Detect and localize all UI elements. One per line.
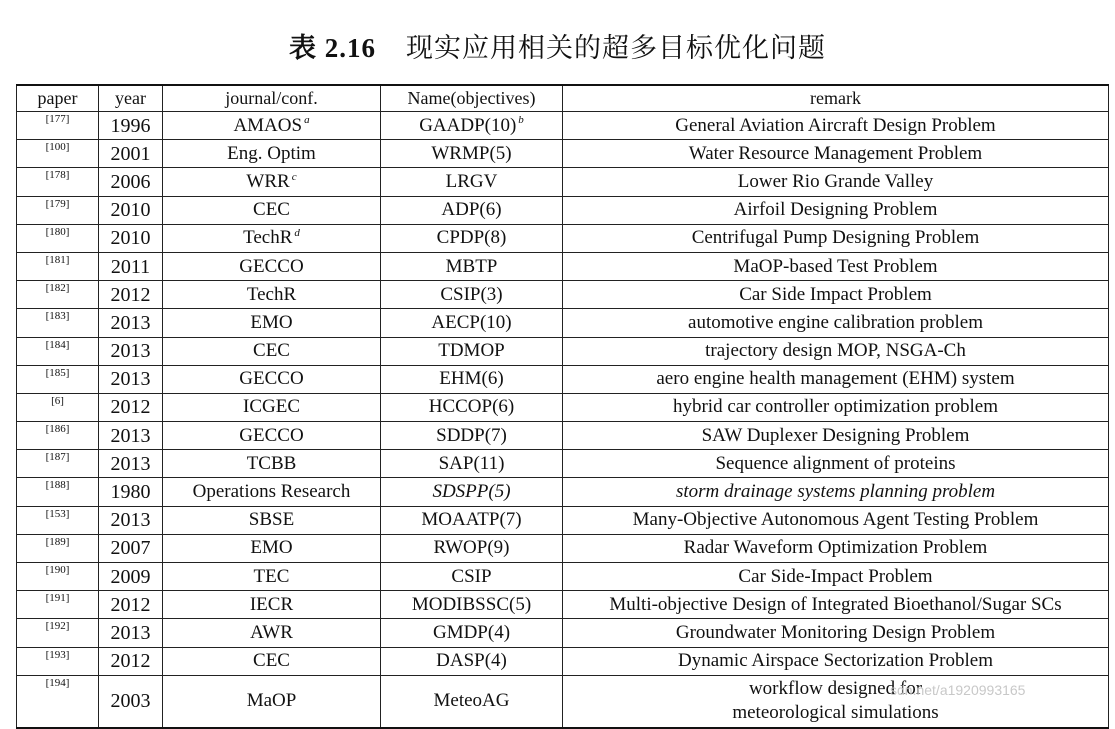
table-row	[17, 140, 1109, 168]
cell-paper-ref-text: [188]	[45, 479, 70, 492]
table-header-row	[17, 85, 1109, 112]
cell-year-text: 2012	[110, 396, 151, 419]
cell-remark-text: Car Side Impact Problem	[739, 283, 932, 305]
table-row	[17, 393, 1109, 421]
cell-remark-text: Car Side-Impact Problem	[738, 565, 933, 587]
cell-year-text: 2012	[110, 593, 151, 616]
table-row	[17, 619, 1109, 647]
objectives-table	[16, 84, 1109, 729]
cell-remark	[563, 168, 1109, 196]
cell-venue-footnote: a	[304, 114, 310, 127]
cell-remark	[563, 506, 1109, 534]
cell-year	[99, 534, 163, 562]
cell-name	[381, 140, 563, 168]
table-row	[17, 168, 1109, 196]
table-row	[17, 591, 1109, 619]
cell-year-text: 2001	[110, 142, 151, 165]
cell-name-text: GMDP(4)	[432, 621, 511, 643]
table-row	[17, 365, 1109, 393]
table-row	[17, 478, 1109, 506]
cell-name	[381, 309, 563, 337]
cell-year	[99, 619, 163, 647]
cell-paper-ref	[17, 619, 99, 647]
cell-year	[99, 309, 163, 337]
cell-name-text: SDDP(7)	[436, 424, 507, 446]
cell-name-text: EHM(6)	[439, 368, 504, 390]
cell-venue	[163, 196, 381, 224]
cell-paper-ref	[17, 309, 99, 337]
cell-name	[381, 168, 563, 196]
cell-remark-text: Water Resource Management Problem	[688, 142, 983, 164]
cell-venue-text: TechR	[243, 227, 293, 249]
cell-venue	[163, 252, 381, 280]
cell-year-text: 1980	[110, 481, 151, 504]
cell-remark	[563, 534, 1109, 562]
cell-remark-text: SAW Duplexer Designing Problem	[701, 424, 970, 446]
cell-name	[381, 619, 563, 647]
cell-remark	[563, 478, 1109, 506]
cell-venue	[163, 506, 381, 534]
cell-name	[381, 422, 563, 450]
table-row	[17, 112, 1109, 140]
cell-name	[381, 534, 563, 562]
cell-venue	[163, 647, 381, 675]
table-number: 表 2.16	[289, 33, 376, 63]
cell-remark	[563, 140, 1109, 168]
cell-name	[381, 450, 563, 478]
cell-remark	[563, 112, 1109, 140]
cell-year	[99, 365, 163, 393]
cell-venue	[163, 450, 381, 478]
cell-year	[99, 140, 163, 168]
cell-remark-text: Radar Waveform Optimization Problem	[683, 537, 988, 559]
cell-name-text: MODIBSSC(5)	[411, 593, 532, 615]
cell-year-text: 2012	[110, 283, 151, 306]
cell-paper-ref-text: [178]	[45, 169, 70, 182]
header-journal-conf: journal/conf.	[163, 85, 381, 112]
cell-paper-ref-text: [179]	[45, 197, 70, 210]
table-row	[17, 422, 1109, 450]
cell-year-text: 2013	[110, 424, 151, 447]
cell-year-text: 2010	[110, 227, 151, 250]
cell-paper-ref	[17, 591, 99, 619]
cell-paper-ref	[17, 563, 99, 591]
cell-name	[381, 281, 563, 309]
cell-paper-ref	[17, 337, 99, 365]
cell-paper-ref	[17, 252, 99, 280]
cell-year-text: 2013	[110, 621, 151, 644]
header-year: year	[99, 85, 163, 112]
cell-name-text: RWOP(9)	[433, 537, 510, 559]
cell-name-text: SDSPP(5)	[432, 481, 511, 503]
cell-year	[99, 281, 163, 309]
cell-remark	[563, 647, 1109, 675]
cell-year-text: 2013	[110, 509, 151, 532]
cell-year	[99, 196, 163, 224]
table-row	[17, 224, 1109, 252]
table-row	[17, 450, 1109, 478]
cell-name	[381, 112, 563, 140]
cell-name-text: CPDP(8)	[436, 227, 507, 249]
table-row	[17, 252, 1109, 280]
cell-venue	[163, 168, 381, 196]
cell-name	[381, 337, 563, 365]
cell-remark-text: Groundwater Monitoring Design Problem	[675, 621, 996, 643]
cell-remark-text: trajectory design MOP, NSGA-Ch	[705, 340, 966, 362]
cell-remark	[563, 337, 1109, 365]
cell-venue	[163, 281, 381, 309]
cell-venue-text: Operations Research	[192, 481, 351, 503]
cell-remark	[563, 309, 1109, 337]
cell-venue-text: CEC	[253, 340, 290, 362]
cell-paper-ref	[17, 112, 99, 140]
cell-name-text: ADP(6)	[441, 199, 502, 221]
cell-paper-ref-text: [153]	[45, 507, 70, 520]
table-row	[17, 506, 1109, 534]
cell-year-text: 2013	[110, 311, 151, 334]
cell-paper-ref-text: [177]	[45, 113, 70, 125]
cell-venue-text: EMO	[250, 537, 293, 559]
header-remark: remark	[563, 85, 1109, 112]
table-row	[17, 563, 1109, 591]
cell-venue-text: Eng. Optim	[227, 142, 316, 164]
cell-remark	[563, 365, 1109, 393]
cell-paper-ref	[17, 281, 99, 309]
cell-name-text: HCCOP(6)	[428, 396, 515, 418]
cell-venue-text: EMO	[250, 311, 293, 333]
table-row	[17, 647, 1109, 675]
cell-year	[99, 422, 163, 450]
cell-venue	[163, 309, 381, 337]
cell-venue	[163, 619, 381, 647]
cell-paper-ref-text: [190]	[45, 564, 70, 576]
cell-paper-ref	[17, 422, 99, 450]
cell-remark	[563, 675, 1109, 728]
cell-remark-text: MaOP-based Test Problem	[733, 255, 938, 277]
cell-remark-text: General Aviation Aircraft Design Problem	[675, 114, 996, 136]
cell-name-footnote: b	[518, 114, 524, 127]
cell-venue-text: WRR	[246, 170, 290, 192]
cell-venue-text: TEC	[253, 565, 290, 587]
cell-paper-ref	[17, 506, 99, 534]
cell-paper-ref	[17, 168, 99, 196]
cell-remark	[563, 224, 1109, 252]
cell-paper-ref-text: [192]	[45, 620, 70, 633]
cell-year	[99, 168, 163, 196]
cell-name	[381, 506, 563, 534]
cell-paper-ref	[17, 450, 99, 478]
cell-name-text: WRMP(5)	[431, 142, 512, 164]
cell-year-text: 2012	[110, 650, 151, 673]
cell-venue	[163, 591, 381, 619]
cell-paper-ref-text: [180]	[45, 225, 70, 238]
cell-venue: MaOP	[163, 675, 381, 728]
cell-name	[381, 252, 563, 280]
cell-year: 2003	[99, 675, 163, 728]
cell-year-text: 2010	[110, 199, 151, 222]
cell-remark	[563, 393, 1109, 421]
cell-remark	[563, 196, 1109, 224]
cell-paper-ref-text: [189]	[45, 535, 70, 548]
cell-year-text: 2013	[110, 368, 151, 391]
cell-name	[381, 196, 563, 224]
table-row	[17, 534, 1109, 562]
cell-venue	[163, 563, 381, 591]
cell-name-text: GAADP(10)	[419, 114, 517, 136]
cell-venue-text: GECCO	[239, 368, 304, 390]
cell-name	[381, 647, 563, 675]
cell-remark	[563, 591, 1109, 619]
cell-name-text: CSIP(3)	[440, 283, 503, 305]
header-paper: paper	[17, 85, 99, 112]
cell-year	[99, 112, 163, 140]
cell-paper-ref-text: [187]	[45, 451, 70, 464]
cell-year	[99, 647, 163, 675]
cell-remark	[563, 619, 1109, 647]
table-title: 现实应用相关的超多目标优化问题	[406, 33, 826, 64]
cell-paper-ref	[17, 534, 99, 562]
cell-name-text: AECP(10)	[431, 311, 512, 333]
cell-paper-ref	[17, 393, 99, 421]
cell-venue-text: AWR	[250, 621, 293, 643]
cell-name-text: TDMOP	[438, 340, 505, 362]
cell-paper-ref-text: [184]	[45, 338, 70, 351]
cell-year	[99, 393, 163, 421]
table-row	[17, 337, 1109, 365]
cell-venue-text: GECCO	[239, 255, 304, 277]
cell-name-text: MBTP	[445, 255, 498, 277]
cell-remark-text: Dynamic Airspace Sectorization Problem	[678, 650, 993, 672]
cell-remark	[563, 252, 1109, 280]
table-row	[17, 196, 1109, 224]
cell-paper-ref	[17, 478, 99, 506]
cell-venue	[163, 337, 381, 365]
cell-venue-text: GECCO	[239, 424, 304, 446]
cell-remark-text: aero engine health management (EHM) system	[656, 368, 1015, 390]
cell-year-text: 2013	[110, 452, 151, 475]
cell-year	[99, 450, 163, 478]
cell-remark-text: Multi-objective Design of Integrated Bioethanol/Sugar SCs	[609, 593, 1062, 615]
cell-venue-text: SBSE	[248, 509, 295, 531]
cell-venue	[163, 365, 381, 393]
cell-paper-ref-text: [6]	[51, 394, 64, 407]
cell-name-text: SAP(11)	[438, 452, 505, 474]
cell-paper-ref-text: [191]	[45, 592, 70, 605]
header-name-objectives: Name(objectives)	[381, 85, 563, 112]
cell-remark	[563, 563, 1109, 591]
cell-venue	[163, 393, 381, 421]
cell-year-text: 2009	[110, 565, 151, 588]
cell-remark	[563, 281, 1109, 309]
remark-line-1: workflow designed for	[748, 678, 923, 700]
cell-remark-text: storm drainage systems planning problem	[675, 481, 996, 503]
cell-name: MeteoAG	[381, 675, 563, 728]
cell-remark-text: automotive engine calibration problem	[688, 311, 983, 333]
cell-venue-footnote: d	[294, 227, 300, 240]
cell-venue-text: IECR	[249, 593, 294, 615]
cell-name	[381, 393, 563, 421]
cell-paper-ref-text: [182]	[45, 282, 70, 295]
cell-paper-ref-text: [183]	[45, 310, 70, 323]
cell-year	[99, 478, 163, 506]
cell-venue-text: AMAOS	[233, 114, 303, 136]
cell-remark-text: Sequence alignment of proteins	[715, 452, 956, 474]
cell-venue-text: CEC	[253, 199, 290, 221]
cell-name-text: DASP(4)	[436, 650, 507, 672]
cell-venue	[163, 534, 381, 562]
cell-year-text: 2011	[110, 255, 151, 278]
cell-remark	[563, 422, 1109, 450]
cell-name	[381, 478, 563, 506]
watermark: sdn.net/a1920993165	[890, 682, 1026, 698]
table-row	[17, 281, 1109, 309]
cell-year-text: 2007	[110, 537, 151, 560]
cell-remark-text: Centrifugal Pump Designing Problem	[691, 227, 980, 249]
cell-year	[99, 591, 163, 619]
cell-venue	[163, 140, 381, 168]
cell-venue	[163, 422, 381, 450]
cell-year	[99, 563, 163, 591]
cell-venue	[163, 224, 381, 252]
cell-name	[381, 563, 563, 591]
cell-paper-ref: [194]	[17, 675, 99, 728]
cell-year	[99, 252, 163, 280]
cell-year	[99, 337, 163, 365]
cell-venue	[163, 112, 381, 140]
remark-line-2: meteorological simulations	[732, 702, 939, 724]
cell-venue-text: TCBB	[246, 452, 297, 474]
table-caption	[0, 26, 1115, 65]
cell-remark	[563, 450, 1109, 478]
table-body	[17, 112, 1109, 728]
cell-venue	[163, 478, 381, 506]
cell-venue-text: TechR	[246, 283, 297, 305]
cell-paper-ref	[17, 365, 99, 393]
cell-year	[99, 224, 163, 252]
cell-paper-ref	[17, 647, 99, 675]
cell-paper-ref-text: [185]	[45, 366, 70, 379]
cell-paper-ref	[17, 140, 99, 168]
cell-remark-text: hybrid car controller optimization problem	[672, 396, 998, 418]
cell-paper-ref	[17, 224, 99, 252]
cell-name	[381, 224, 563, 252]
cell-paper-ref-text: [100]	[45, 141, 70, 154]
cell-paper-ref-text: [193]	[45, 648, 70, 661]
cell-name-text: MOAATP(7)	[421, 509, 522, 531]
cell-remark-text: Airfoil Designing Problem	[733, 199, 938, 221]
cell-remark-text: Lower Rio Grande Valley	[737, 170, 934, 192]
cell-venue-text: CEC	[253, 650, 290, 672]
cell-year	[99, 506, 163, 534]
cell-name-text: LRGV	[445, 170, 498, 192]
cell-name	[381, 591, 563, 619]
cell-remark-text: Many-Objective Autonomous Agent Testing Problem	[632, 509, 1039, 531]
cell-year-text: 1996	[110, 114, 151, 137]
cell-paper-ref-text: [186]	[45, 423, 70, 436]
cell-paper-ref-text: [181]	[45, 253, 70, 266]
cell-year-text: 2013	[110, 340, 151, 363]
cell-name	[381, 365, 563, 393]
cell-venue-footnote: c	[291, 170, 297, 183]
cell-year-text: 2006	[110, 170, 151, 193]
cell-venue-text: ICGEC	[243, 396, 300, 418]
cell-paper-ref	[17, 196, 99, 224]
cell-name-text: CSIP	[451, 565, 492, 587]
table-row	[17, 309, 1109, 337]
